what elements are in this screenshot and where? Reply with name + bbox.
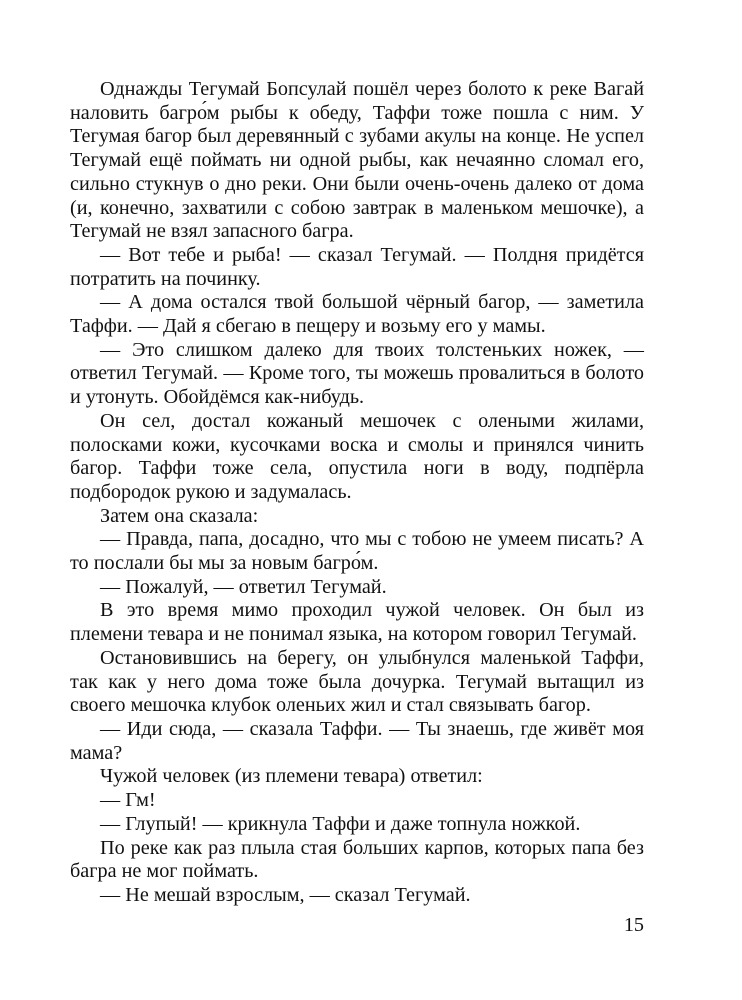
page-number: 15 xyxy=(623,914,644,936)
paragraph: — Иди сюда, — сказала Таффи. — Ты знаешь, где живёт моя мама? xyxy=(70,717,644,764)
paragraph: — Это слишком далеко для твоих толстеньких ножек, — ответил Тегумай. — Кроме того, ты можешь провалиться в болото и утонуть. Обойдёмся как-нибудь. xyxy=(70,338,644,409)
paragraph: Остановившись на берегу, он улыбнулся маленькой Таффи, так как у него дома тоже была дочурка. Тегумай вытащил из своего мешочка клубок оленьих жил и стал связывать багор. xyxy=(70,646,644,717)
paragraph: — Вот тебе и рыба! — сказал Тегумай. — Полдня придётся потратить на починку. xyxy=(70,243,644,290)
paragraph: Чужой человек (из племени тевара) ответил: xyxy=(100,765,483,788)
paragraph: — Гм! xyxy=(100,789,156,812)
paragraph: — Не мешай взрослым, — сказал Тегумай. xyxy=(100,883,471,906)
paragraph: — Глупый! — крикнула Таффи и даже топнула ножкой. xyxy=(100,812,581,835)
paragraph: — Пожалуй, — ответил Тегумай. xyxy=(100,575,387,598)
paragraph: — А дома остался твой большой чёрный багор, — заметила Таффи. — Дай я сбегаю в пещеру и возьму его у мамы. xyxy=(70,291,644,338)
paragraph: — Правда, папа, досадно, что мы с тобою не умеем писать? А то послали бы мы за новым багро́м. xyxy=(70,528,644,575)
paragraph: В это время мимо проходил чужой человек. Он был из племени тевара и не понимал языка, на котором говорил Тегумай. xyxy=(70,599,644,646)
paragraph: Однажды Тегумай Бопсулай пошёл через болото к реке Вагай наловить багро́м рыбы к обеду, Таффи тоже пошла с ним. У Тегумая багор был деревянный с зубами акулы на конце. Не успел Тегумай ещё поймать ни одной рыбы, как нечаянно сломал его, сильно стукнув о дно реки. Они были очень-очень далеко от дома (и, конечно, захватили с собою завтрак в маленьком мешочке), а Тегумай не взял запасного багра. xyxy=(70,78,644,243)
paragraph: По реке как раз плыла стая больших карпов, которых папа без багра не мог поймать. xyxy=(70,836,644,883)
body-text xyxy=(70,78,644,908)
paragraph: Затем она сказала: xyxy=(100,504,259,527)
paragraph: Он сел, достал кожаный мешочек с олеными жилами, полосками кожи, кусочками воска и смолы и принялся чинить багор. Таффи тоже села, опустила ноги в воду, подпёрла подбородок рукою и задумалась. xyxy=(70,409,644,503)
